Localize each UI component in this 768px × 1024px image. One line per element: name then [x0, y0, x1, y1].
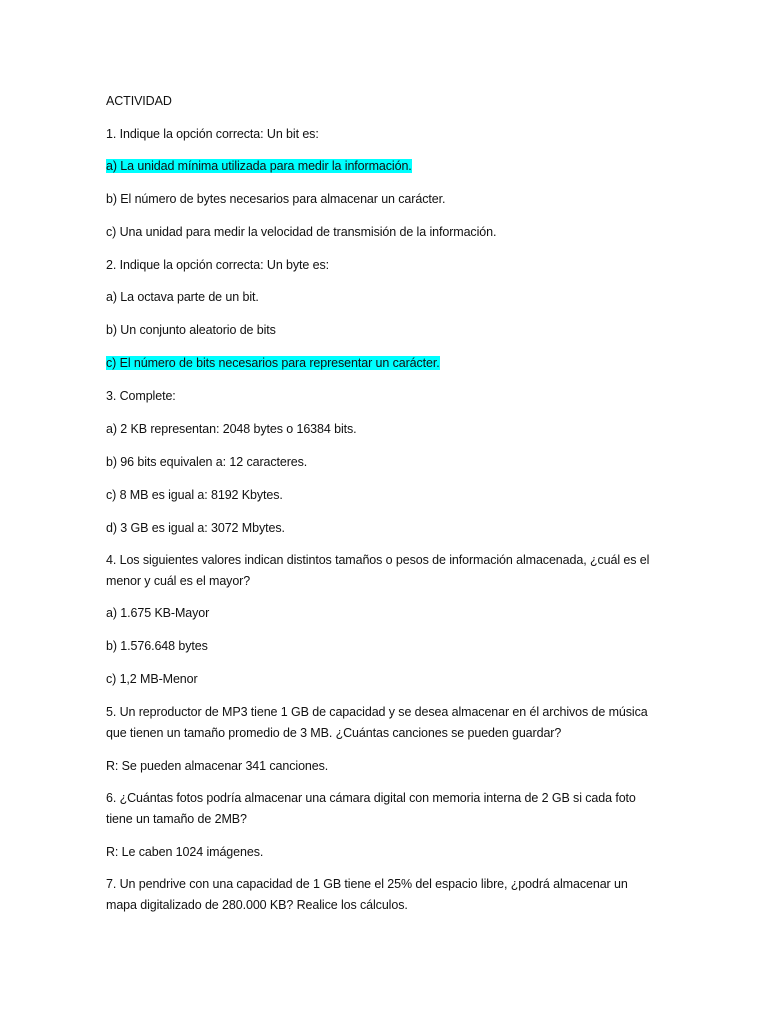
q4-item-c: c) 1,2 MB-Menor [106, 672, 198, 686]
q6-answer: R: Le caben 1024 imágenes. [106, 845, 264, 859]
q2-question: 2. Indique la opción correcta: Un byte es: [106, 258, 330, 272]
q4-item-b: b) 1.576.648 bytes [106, 639, 208, 653]
q1-option-a-highlight: a) La unidad mínima utilizada para medir la información. [106, 159, 412, 173]
q5-answer: R: Se pueden almacenar 341 canciones. [106, 759, 329, 773]
q6-question-line1: 6. ¿Cuántas fotos podría almacenar una cámara digital con memoria interna de 2 GB si cada foto [106, 791, 636, 805]
q7-question-line1: 7. Un pendrive con una capacidad de 1 GB tiene el 25% del espacio libre, ¿podrá almacenar un [106, 877, 628, 891]
q4-question-line1: 4. Los siguientes valores indican distintos tamaños o pesos de información almacenada, ¿cuál es el [106, 553, 650, 567]
document-title: ACTIVIDAD [106, 94, 172, 108]
q2-option-b: b) Un conjunto aleatorio de bits [106, 323, 276, 337]
q5-question-line1: 5. Un reproductor de MP3 tiene 1 GB de capacidad y se desea almacenar en él archivos de música [106, 705, 648, 719]
q3-item-b: b) 96 bits equivalen a: 12 caracteres. [106, 455, 308, 469]
q1-option-b: b) El número de bytes necesarios para almacenar un carácter. [106, 192, 446, 206]
q2-option-a: a) La octava parte de un bit. [106, 290, 259, 304]
q6-question-line2: tiene un tamaño de 2MB? [106, 812, 247, 826]
q1-option-a [106, 156, 666, 177]
q2-option-c [106, 353, 666, 374]
q3-item-d: d) 3 GB es igual a: 3072 Mbytes. [106, 521, 285, 535]
q1-question: 1. Indique la opción correcta: Un bit es: [106, 127, 319, 141]
q3-item-a: a) 2 KB representan: 2048 bytes o 16384 bits. [106, 422, 357, 436]
q4-item-a: a) 1.675 KB-Mayor [106, 606, 210, 620]
q1-option-c: c) Una unidad para medir la velocidad de transmisión de la información. [106, 225, 497, 239]
q3-item-c: c) 8 MB es igual a: 8192 Kbytes. [106, 488, 283, 502]
q7-question-line2: mapa digitalizado de 280.000 KB? Realice los cálculos. [106, 898, 408, 912]
q2-option-c-highlight: c) El número de bits necesarios para representar un carácter. [106, 356, 440, 370]
q5-question-line2: que tienen un tamaño promedio de 3 MB. ¿Cuántas canciones se pueden guardar? [106, 726, 562, 740]
q4-question-line2: menor y cuál es el mayor? [106, 574, 251, 588]
q3-question: 3. Complete: [106, 389, 176, 403]
